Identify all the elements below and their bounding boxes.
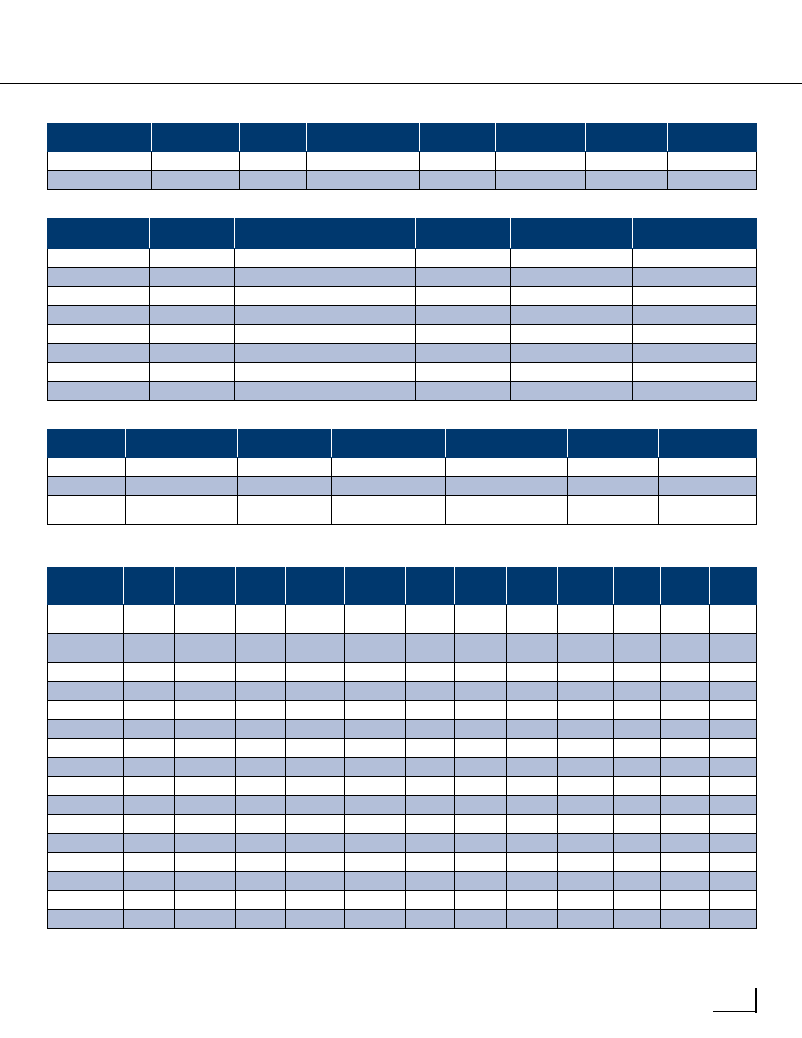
table-row: [48, 663, 757, 682]
table-row: [48, 891, 757, 910]
data-table-2: [47, 218, 757, 401]
table-row: [48, 682, 757, 701]
table-header-row: [48, 568, 757, 605]
table-row: [48, 458, 757, 477]
table-row: [48, 152, 757, 171]
table-row: [48, 496, 757, 525]
table-row: [48, 634, 757, 663]
table-row: [48, 910, 757, 929]
table-row: [48, 268, 757, 287]
table-row: [48, 249, 757, 268]
table-header-row: [48, 430, 757, 458]
table-row: [48, 796, 757, 815]
table-row: [48, 344, 757, 363]
table-row: [48, 701, 757, 720]
data-table-4: [47, 567, 757, 929]
table-header-row: [48, 124, 757, 152]
page-corner-mark-underline: [713, 1011, 757, 1012]
table-row: [48, 325, 757, 344]
table-row: [48, 739, 757, 758]
table-row: [48, 363, 757, 382]
table-row: [48, 758, 757, 777]
page-header-rule: [0, 83, 802, 84]
table-row: [48, 477, 757, 496]
table-row: [48, 720, 757, 739]
table-row: [48, 853, 757, 872]
page-corner-mark: [755, 988, 757, 1013]
table-row: [48, 382, 757, 401]
table-row: [48, 872, 757, 891]
table-header-row: [48, 219, 757, 249]
table-row: [48, 171, 757, 190]
table-row: [48, 834, 757, 853]
data-table-1: [47, 123, 757, 190]
table-row: [48, 605, 757, 634]
table-row: [48, 815, 757, 834]
table-row: [48, 777, 757, 796]
table-row: [48, 306, 757, 325]
table-row: [48, 287, 757, 306]
data-table-3: [47, 429, 757, 525]
